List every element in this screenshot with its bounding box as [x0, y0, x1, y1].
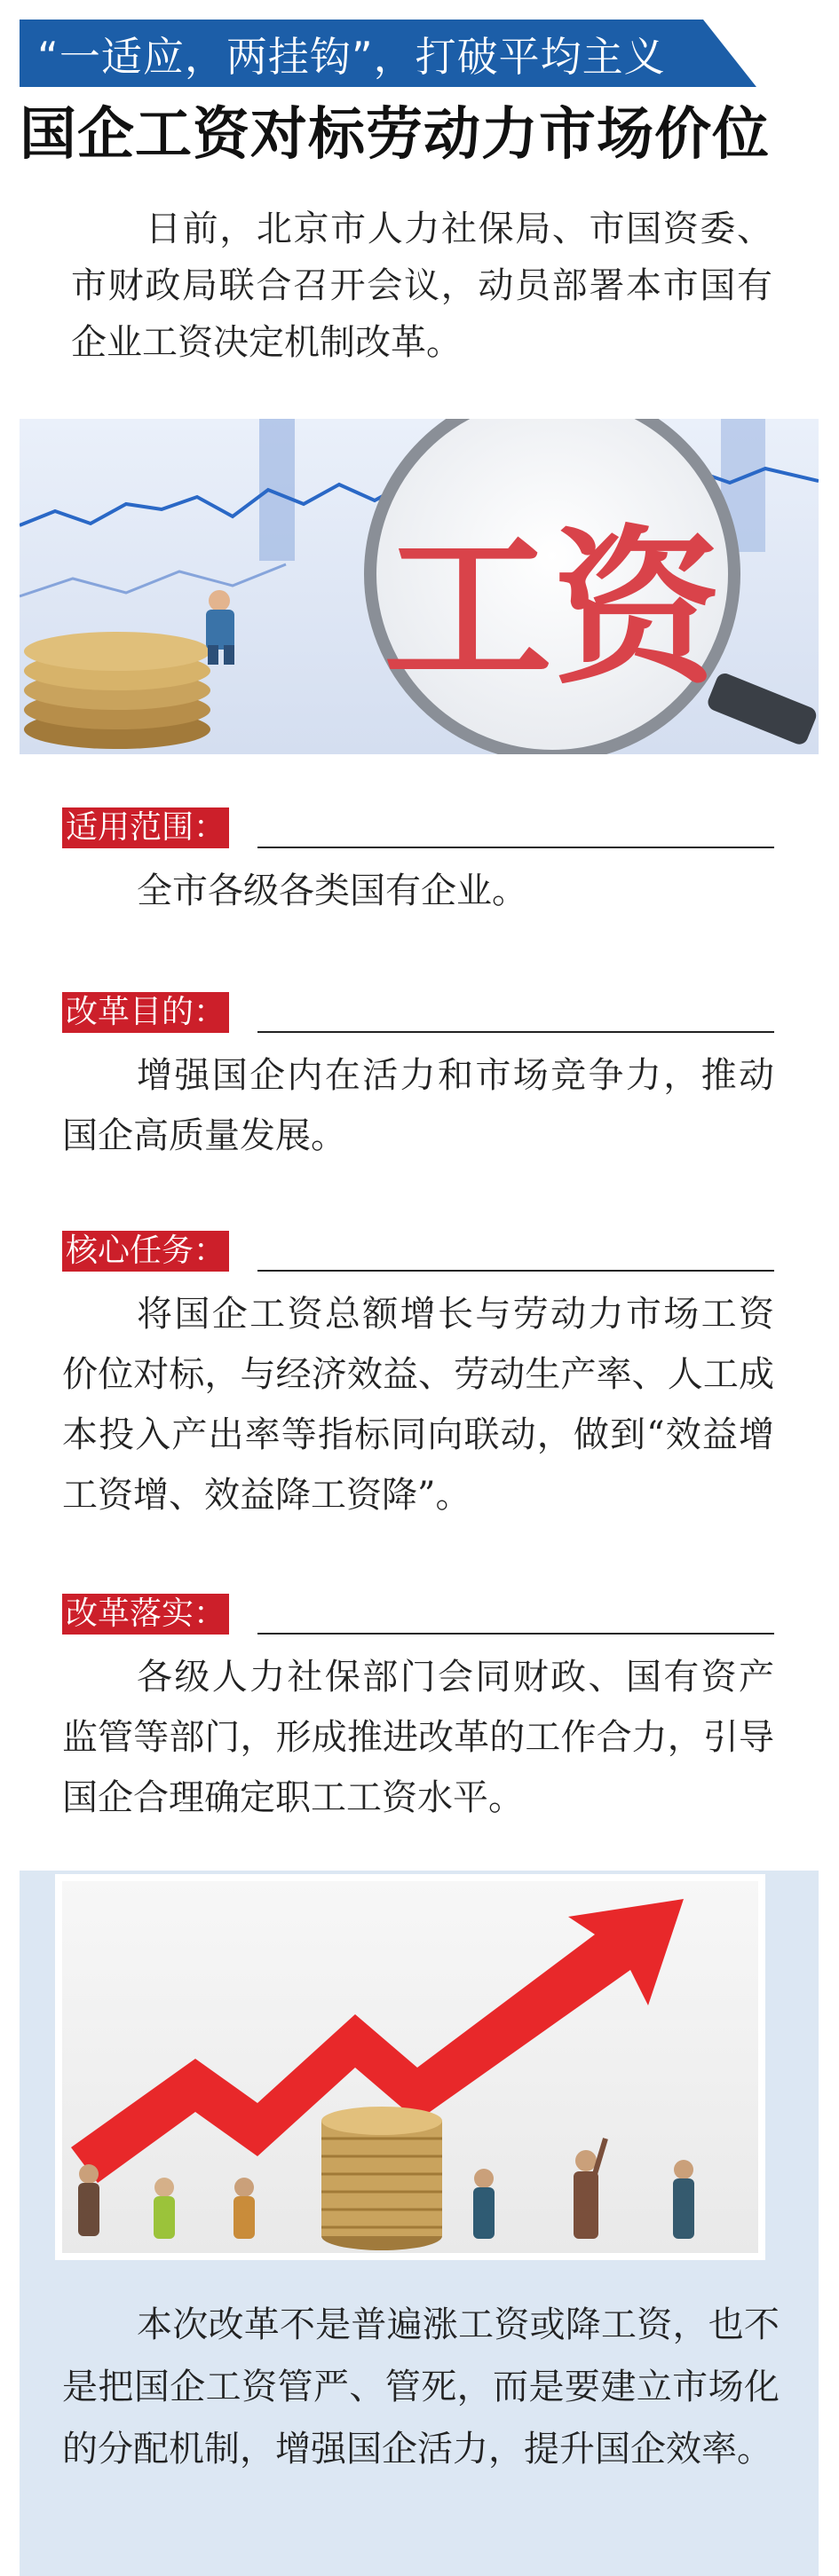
summary-paragraph: 本次改革不是普遍涨工资或降工资，也不是把国企工资管严、管死，而是要建立市场化的分配机制，增强国企活力，提升国企效率。	[62, 2304, 780, 2470]
banner-text: “一适应，两挂钩”，打破平均主义	[37, 33, 666, 81]
page-title: 国企工资对标劳动力市场价位	[20, 102, 770, 168]
section-body: 全市各级各类国有企业。	[137, 870, 527, 911]
section-body: 各级人力社保部门会同财政、国有资产监管等部门，形成推进改革的工作合力，引导国企合理确定职工工资水平。	[62, 1657, 774, 1818]
section-divider	[257, 847, 774, 848]
header-banner	[20, 20, 756, 87]
growth-illustration	[55, 1874, 765, 2260]
section-tag: 适用范围：	[62, 807, 229, 848]
intro-paragraph: 日前，北京市人力社保局、市国资委、市财政局联合召开会议，动员部署本市国有企业工资决定机制改革。	[71, 209, 772, 363]
section-body: 将国企工资总额增长与劳动力市场工资价位对标，与经济效益、劳动生产率、人工成本投入产出率等指标同向联动，做到“效益增工资增、效益降工资降”。	[62, 1294, 774, 1516]
section-scope	[62, 807, 774, 923]
section-tag: 核心任务：	[62, 1231, 229, 1272]
section-implementation	[62, 1594, 774, 1833]
section-tag: 改革目的：	[62, 992, 229, 1033]
section-core-task	[62, 1231, 774, 1532]
section-purpose	[62, 992, 774, 1170]
section-divider	[257, 1633, 774, 1635]
section-tag: 改革落实：	[62, 1594, 229, 1635]
section-divider	[257, 1031, 774, 1033]
section-body: 增强国企内在活力和市场竞争力，推动国企高质量发展。	[62, 1055, 774, 1156]
wage-illustration	[20, 419, 819, 754]
magnifier-text: 工资	[383, 511, 722, 707]
section-divider	[257, 1270, 774, 1272]
